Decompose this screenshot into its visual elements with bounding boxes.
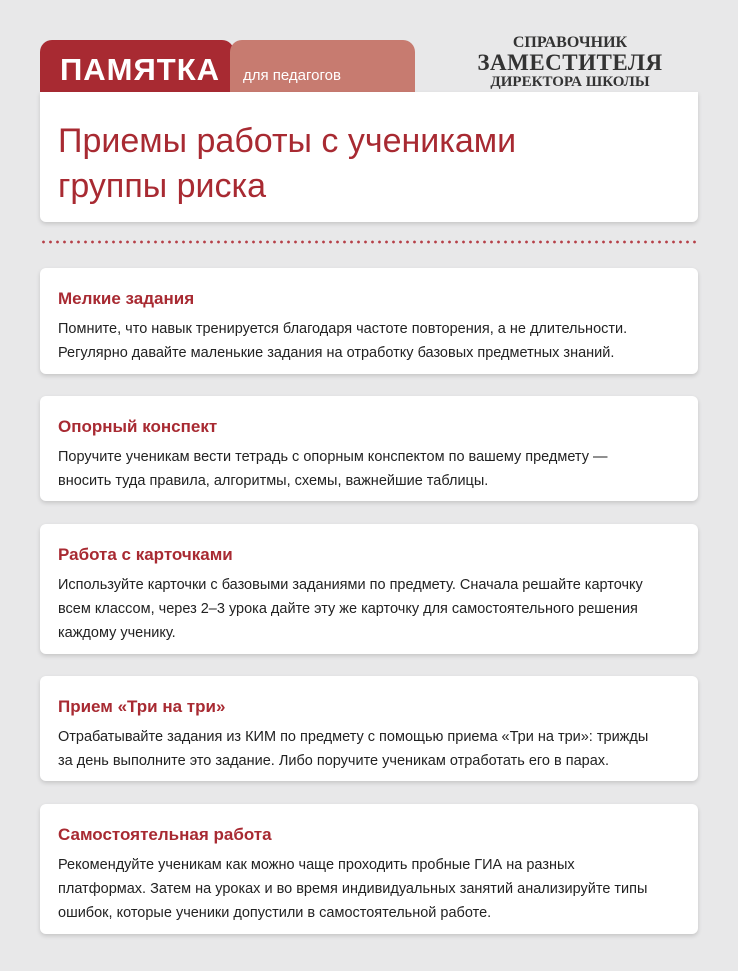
dotted-divider	[40, 240, 698, 244]
publisher-line-3: ДИРЕКТОРА ШКОЛЫ	[490, 74, 650, 90]
title-card	[40, 92, 698, 222]
section-text-line: Поручите ученикам вести тетрадь с опорным конспектом по вашему предмету —	[58, 449, 608, 465]
section-card-three-by-three	[40, 676, 698, 781]
audience-tab	[230, 40, 415, 92]
section-heading: Мелкие задания	[58, 289, 195, 308]
memo-tab-label: ПАМЯТКА	[60, 52, 221, 87]
page-title-line-1: Приемы работы с учениками	[58, 122, 517, 160]
section-text-line: за день выполните это задание. Либо поручите ученикам отработать его в парах.	[58, 753, 610, 769]
section-text	[58, 853, 680, 925]
section-card-small-tasks	[40, 268, 698, 374]
section-text-line: Помните, что навык тренируется благодаря частоте повторения, а не длительности.	[58, 321, 628, 337]
publisher-line-2: ЗАМЕСТИТЕЛЯ	[477, 50, 663, 75]
section-text	[58, 573, 680, 645]
section-text	[58, 725, 680, 773]
section-heading: Прием «Три на три»	[58, 697, 226, 716]
page-title	[58, 119, 516, 209]
section-text-line: Регулярно давайте маленькие задания на отработку базовых предметных знаний.	[58, 345, 615, 361]
section-text-line: вносить туда правила, алгоритмы, схемы, важнейшие таблицы.	[58, 473, 489, 489]
section-text-line: всем классом, через 2–3 урока дайте эту же карточку для самостоятельного решения	[58, 601, 638, 617]
section-card-flashcards	[40, 524, 698, 654]
publisher-logo	[450, 34, 690, 91]
section-heading: Самостоятельная работа	[58, 825, 272, 844]
section-text	[58, 445, 680, 493]
section-text-line: Отрабатывайте задания из КИМ по предмету с помощью приема «Три на три»: трижды	[58, 729, 649, 745]
section-heading: Опорный конспект	[58, 417, 218, 436]
section-heading: Работа с карточками	[58, 545, 233, 564]
section-card-independent-work	[40, 804, 698, 934]
section-text-line: ошибок, которые ученики допустили в самостоятельной работе.	[58, 905, 492, 921]
page-title-line-2: группы риска	[58, 167, 267, 205]
section-text-line: Используйте карточки с базовыми заданиями по предмету. Сначала решайте карточку	[58, 577, 643, 593]
section-card-reference-notes	[40, 396, 698, 501]
section-text	[58, 317, 680, 365]
publisher-line-1: СПРАВОЧНИК	[512, 34, 628, 51]
section-text-line: Рекомендуйте ученикам как можно чаще проходить пробные ГИА на разных	[58, 857, 575, 873]
section-text-line: платформах. Затем на уроках и во время индивидуальных занятий анализируйте типы	[58, 881, 648, 897]
memo-tab	[40, 40, 234, 92]
section-text-line: каждому ученику.	[58, 625, 176, 641]
audience-tab-label: для педагогов	[243, 67, 341, 84]
